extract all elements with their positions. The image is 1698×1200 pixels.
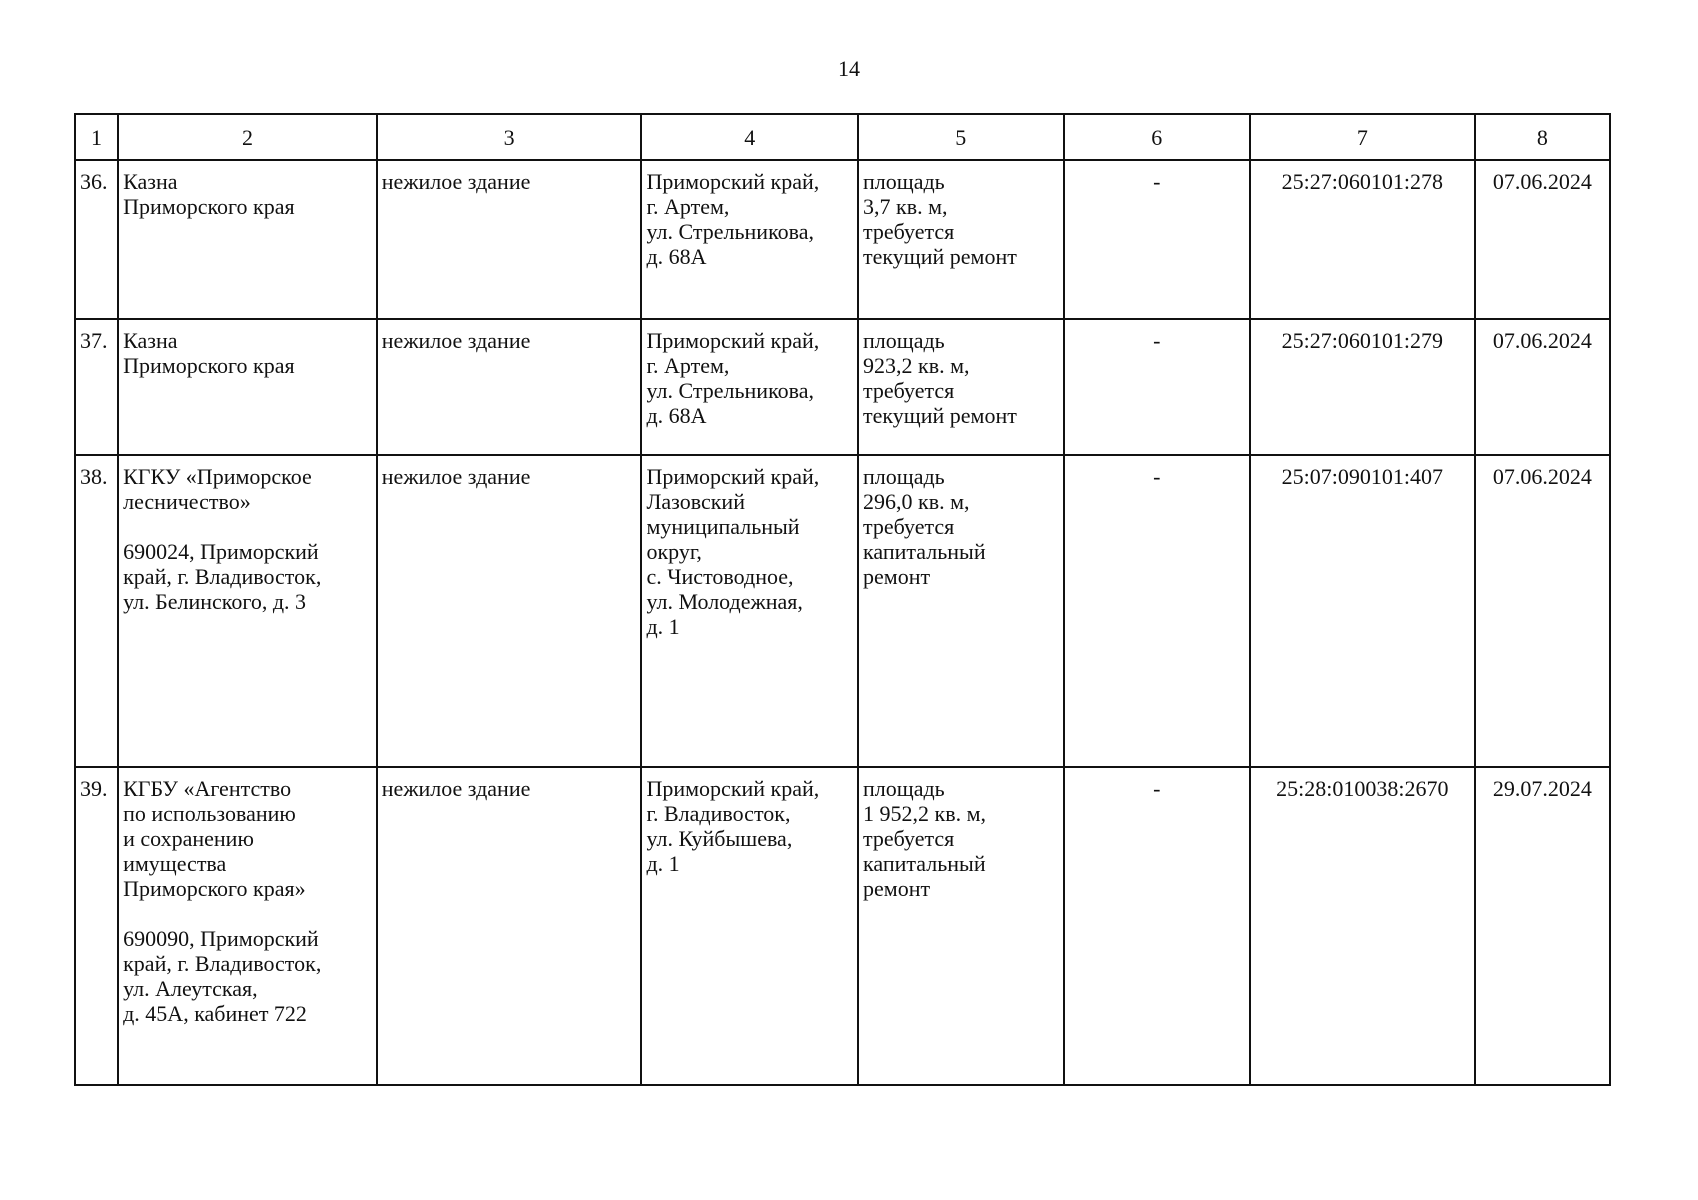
row-number: 38. <box>80 464 108 489</box>
record-date: 07.06.2024 <box>1492 464 1592 489</box>
record-date: 07.06.2024 <box>1492 328 1592 353</box>
object-type: нежилое здание <box>381 464 531 489</box>
record-date: 07.06.2024 <box>1492 169 1592 194</box>
rights-holder: Казна Приморского края <box>123 169 295 219</box>
column-header-2: 2 <box>118 114 377 160</box>
object-description: площадь 296,0 кв. м, требуется капитальный ремонт <box>863 464 986 589</box>
cadastral-number: 25:27:060101:278 <box>1281 169 1443 194</box>
record-date: 29.07.2024 <box>1492 776 1592 801</box>
column-header-7: 7 <box>1250 114 1475 160</box>
cadastral-number: 25:07:090101:407 <box>1281 464 1443 489</box>
rights-holder: КГБУ «Агентство по использованию и сохранению имущества Приморского края» 690090, Приморский край, г. Владивосток, ул. Алеутская, д. 45А, кабинет 722 <box>123 776 322 1026</box>
rights-holder: КГКУ «Приморское лесничество» 690024, Приморский край, г. Владивосток, ул. Белинского, д. 3 <box>123 464 322 614</box>
object-type: нежилое здание <box>381 169 531 194</box>
column-header-4: 4 <box>641 114 858 160</box>
table-row <box>75 160 1610 319</box>
column-6-value: - <box>1153 328 1161 353</box>
page-number: 14 <box>838 56 860 81</box>
property-table <box>74 113 1611 1086</box>
cadastral-number: 25:28:010038:2670 <box>1276 776 1449 801</box>
column-header-1: 1 <box>75 114 118 160</box>
table-row <box>75 455 1610 767</box>
table-row <box>75 767 1610 1085</box>
column-header-5: 5 <box>858 114 1064 160</box>
table-row <box>75 319 1610 455</box>
header-row <box>75 114 1610 160</box>
column-6-value: - <box>1153 169 1161 194</box>
object-address: Приморский край, г. Владивосток, ул. Куйбышева, д. 1 <box>646 776 820 876</box>
object-type: нежилое здание <box>381 328 531 353</box>
object-description: площадь 923,2 кв. м, требуется текущий ремонт <box>863 328 1017 428</box>
object-address: Приморский край, Лазовский муниципальный округ, с. Чистоводное, ул. Молодежная, д. 1 <box>646 464 820 639</box>
column-header-6: 6 <box>1064 114 1250 160</box>
column-6-value: - <box>1153 776 1161 801</box>
object-type: нежилое здание <box>381 776 531 801</box>
object-address: Приморский край, г. Артем, ул. Стрельникова, д. 68А <box>646 169 820 269</box>
column-6-value: - <box>1153 464 1161 489</box>
object-description: площадь 3,7 кв. м, требуется текущий ремонт <box>863 169 1017 269</box>
column-header-8: 8 <box>1475 114 1610 160</box>
cadastral-number: 25:27:060101:279 <box>1281 328 1443 353</box>
object-description: площадь 1 952,2 кв. м, требуется капитальный ремонт <box>863 776 987 901</box>
row-number: 39. <box>80 776 108 801</box>
column-header-3: 3 <box>377 114 642 160</box>
row-number: 37. <box>80 328 108 353</box>
row-number: 36. <box>80 169 108 194</box>
rights-holder: Казна Приморского края <box>123 328 295 378</box>
object-address: Приморский край, г. Артем, ул. Стрельникова, д. 68А <box>646 328 820 428</box>
